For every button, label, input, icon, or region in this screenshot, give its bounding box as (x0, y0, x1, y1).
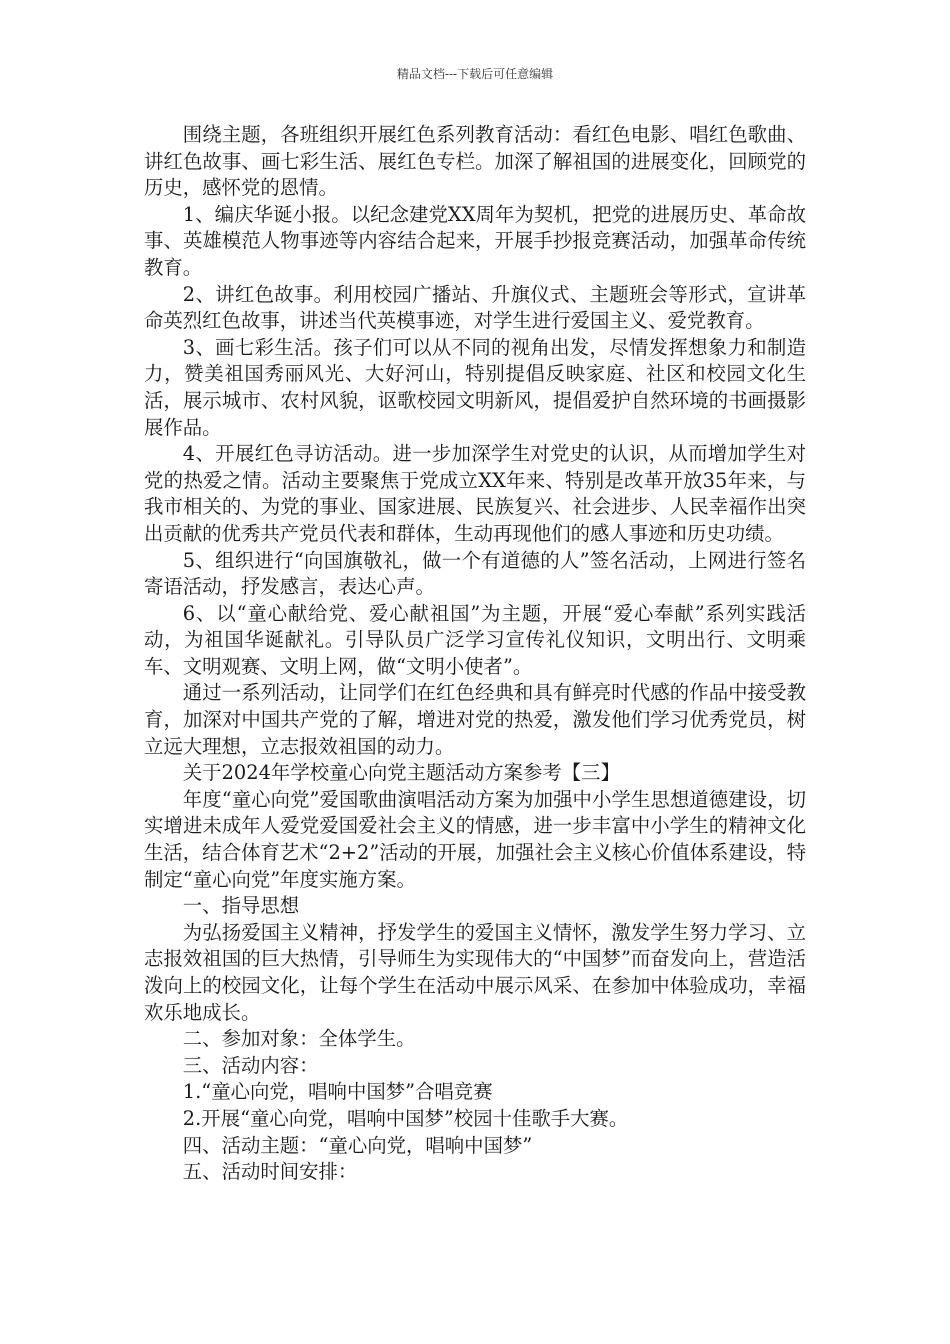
paragraph: 1、编庆华诞小报。以纪念建党XX周年为契机，把党的进展历史、革命故事、英雄模范人物事迹等内容结合起来，开展手抄报竞赛活动，加强革命传统教育。 (144, 202, 806, 279)
list-item: 1.“童心向党，唱响中国梦”合唱竞赛 (182, 1080, 493, 1104)
paragraph: 年度“童心向党”爱国歌曲演唱活动方案为加强中小学生思想道德建设，切实增进未成年人爱党爱国爱社会主义的情感，进一步丰富中小学生的精神文化生活，结合体育艺术“2+2”活动的开展，加强社会主义核心价值体系建设，特制定“童心向党”年度实施方案。 (144, 787, 806, 891)
section-heading: 三、活动内容： (182, 1053, 319, 1077)
paragraph: 4、开展红色寻访活动。进一步加深学生对党史的认识，从而增加学生对党的热爱之情。活动主要聚焦于党成立XX年来、特别是改革开放35年来，与我市相关的、为党的事业、国家进展、民族复兴、社会进步、人民幸福作出突出贡献的优秀共产党员代表和群体，生动再现他们的感人事迹和历史功绩。 (144, 442, 806, 545)
paragraph: 通过一系列活动，让同学们在红色经典和具有鲜亮时代感的作品中接受教育，加深对中国共产党的了解，增进对党的热爱，激发他们学习优秀党员，树立远大理想，立志报效祖国的动力。 (144, 681, 806, 758)
paragraph: 围绕主题，各班组织开展红色系列教育活动：看红色电影、唱红色歌曲、讲红色故事、画七彩生活、展红色专栏。加深了解祖国的进展变化，回顾党的历史，感怀党的恩情。 (144, 123, 806, 200)
section-title: 关于2024年学校童心向党主题活动方案参考【三】 (182, 761, 620, 785)
paragraph: 2、讲红色故事。利用校园广播站、升旗仪式、主题班会等形式，宣讲革命英烈红色故事，讲述当代英模事迹，对学生进行爱国主义、爱党教育。 (144, 282, 806, 333)
section-heading: 一、指导思想 (182, 894, 300, 918)
paragraph: 为弘扬爱国主义精神，抒发学生的爱国主义情怀，激发学生努力学习、立志报效祖国的巨大热情，引导师生为实现伟大的“中国梦”而奋发向上，营造活泼向上的校园文化，让每个学生在活动中展示风采、在参加中体验成功，幸福欢乐地成长。 (144, 920, 806, 1024)
document-body (144, 122, 806, 1186)
section-heading: 二、参加对象：全体学生。 (182, 1027, 416, 1051)
paragraph: 3、画七彩生活。孩子们可以从不同的视角出发，尽情发挥想象力和制造力，赞美祖国秀丽风光、大好河山，特别提倡反映家庭、社区和校园文化生活，展示城市、农村风貌，讴歌校园文明新风，提倡爱护自然环境的书画摄影展作品。 (144, 335, 806, 439)
list-item: 2.开展“童心向党，唱响中国梦”校园十佳歌手大赛。 (182, 1106, 629, 1130)
paragraph: 5、组织进行“向国旗敬礼，做一个有道德的人”签名活动，上网进行签名寄语活动，抒发感言，表达心声。 (144, 548, 806, 599)
page-header: 精品文档---下载后可任意编辑 (396, 67, 554, 81)
paragraph: 6、以“童心献给党、爱心献祖国”为主题，开展“爱心奉献”系列实践活动，为祖国华诞献礼。引导队员广泛学习宣传礼仪知识，文明出行、文明乘车、文明观赛、文明上网，做“文明小使者”。 (144, 601, 806, 678)
section-heading: 四、活动主题：“童心向党，唱响中国梦” (182, 1133, 533, 1157)
section-heading: 五、活动时间安排： (182, 1160, 358, 1184)
